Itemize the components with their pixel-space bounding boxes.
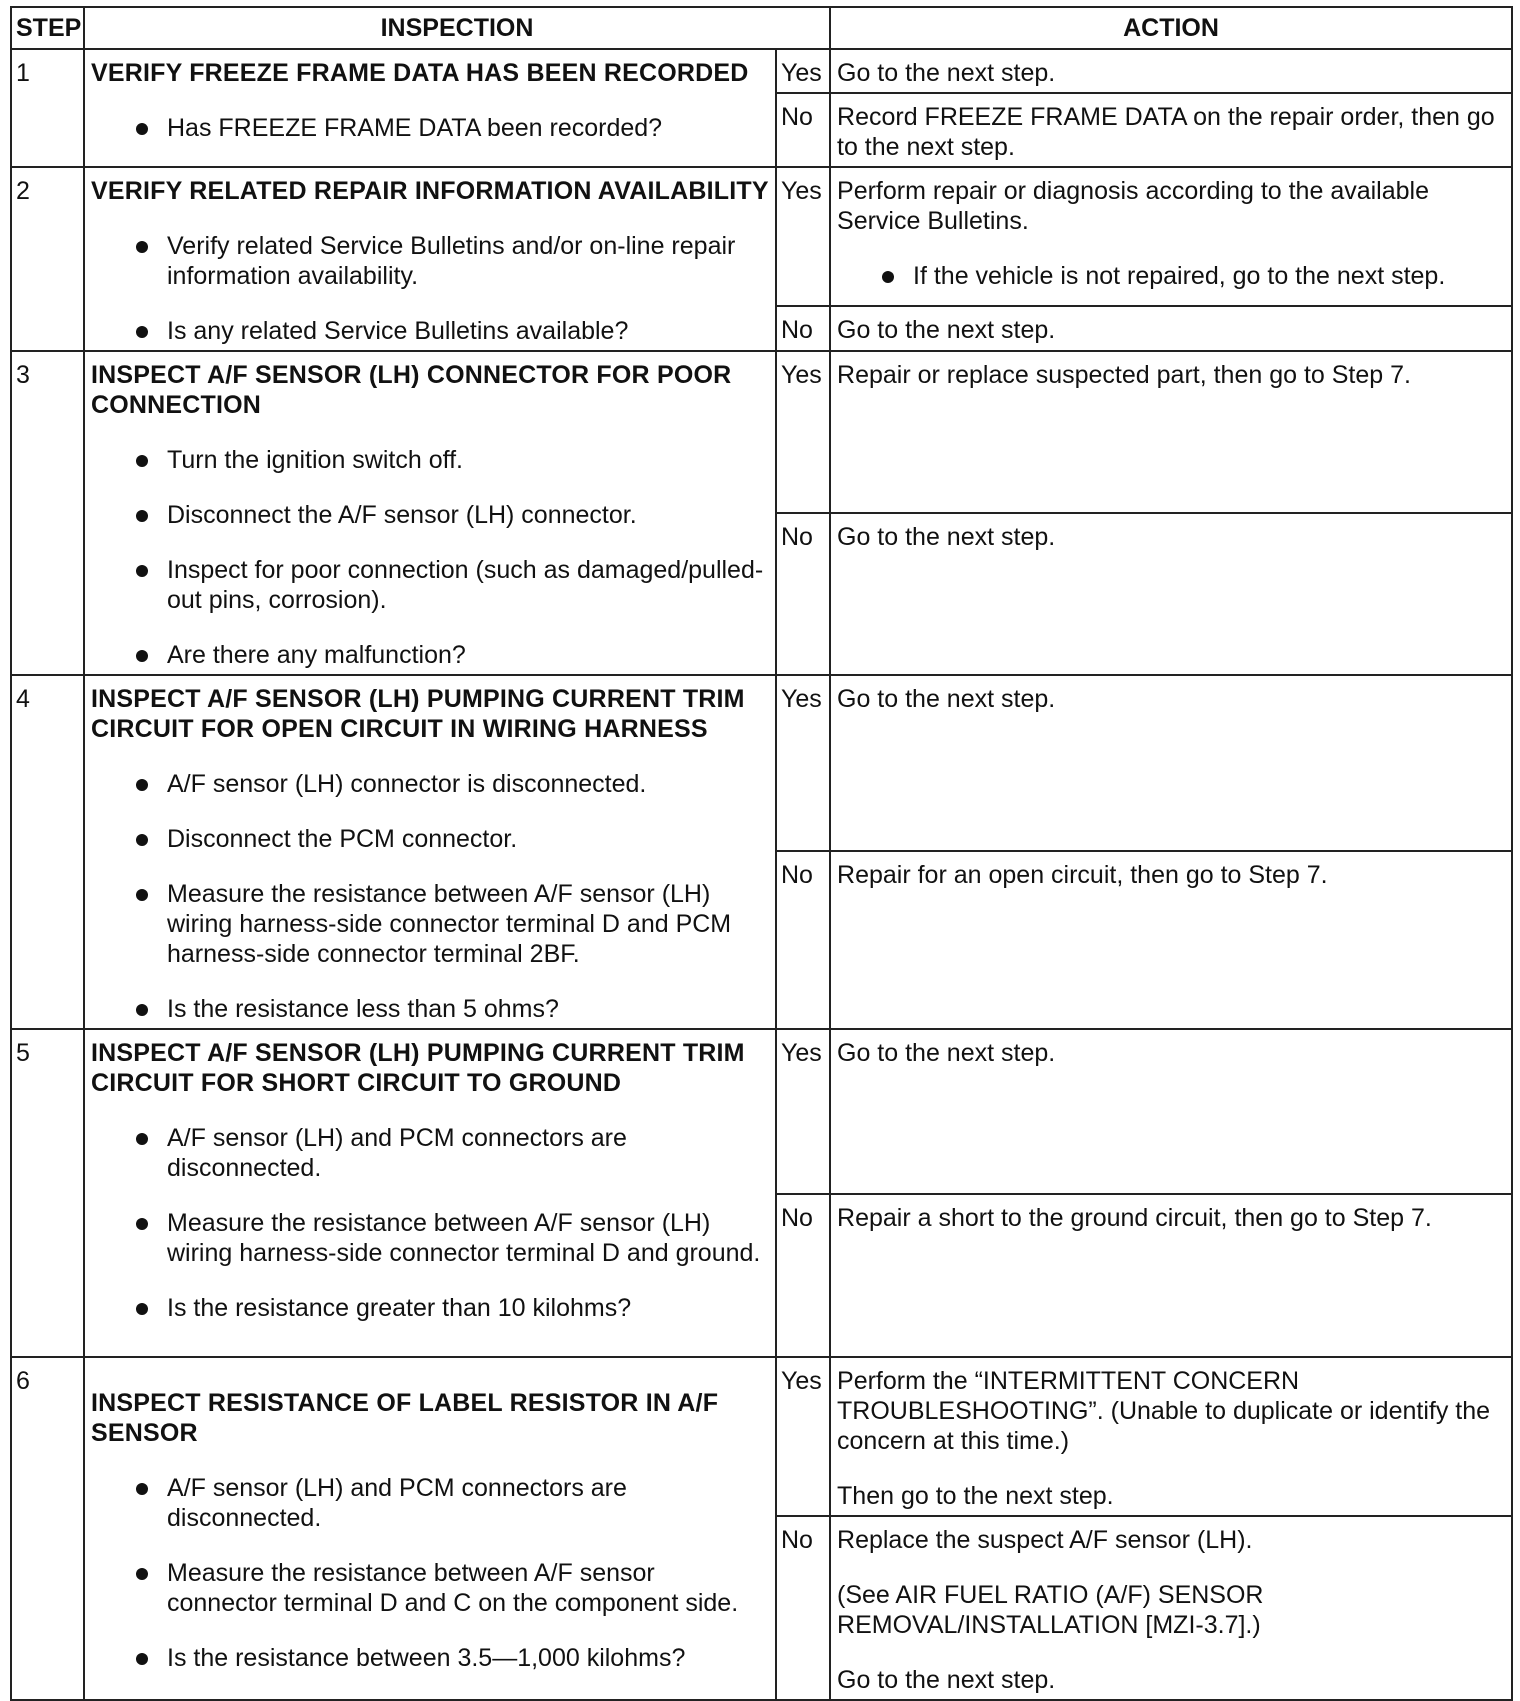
inspection-cell bbox=[84, 1357, 776, 1700]
no-action: Repair for an open circuit, then go to Step 7. bbox=[830, 851, 1512, 1029]
bullet-item: Are there any malfunction? bbox=[91, 640, 769, 670]
yes-action-text-2: Then go to the next step. bbox=[837, 1482, 1114, 1510]
header-inspection: INSPECTION bbox=[84, 7, 830, 49]
no-label: No bbox=[776, 1194, 830, 1357]
bullet-item: Has FREEZE FRAME DATA been recorded? bbox=[91, 113, 769, 143]
inspection-table bbox=[10, 6, 1513, 1701]
action-bullets bbox=[837, 261, 1505, 291]
bullet-item: Measure the resistance between A/F sensor (LH) wiring harness-side connector terminal D and ground. bbox=[91, 1208, 769, 1268]
bullet-item: Verify related Service Bulletins and/or on-line repair information availability. bbox=[91, 231, 769, 291]
no-action: Go to the next step. bbox=[830, 513, 1512, 675]
step-number: 1 bbox=[11, 49, 84, 167]
inspection-cell bbox=[84, 351, 776, 675]
step-number: 5 bbox=[11, 1029, 84, 1357]
no-label: No bbox=[776, 306, 830, 351]
yes-label: Yes bbox=[776, 49, 830, 93]
inspection-title: VERIFY FREEZE FRAME DATA HAS BEEN RECORDED bbox=[91, 59, 749, 87]
yes-action bbox=[830, 1357, 1512, 1516]
step-6-yes-row bbox=[11, 1357, 1512, 1516]
inspection-cell bbox=[84, 49, 776, 167]
step-number: 2 bbox=[11, 167, 84, 351]
header-row bbox=[11, 7, 1512, 49]
yes-action-text: Perform the “INTERMITTENT CONCERN TROUBLESHOOTING”. (Unable to duplicate or identify the concern at this time.) bbox=[837, 1367, 1491, 1455]
inspection-cell bbox=[84, 1029, 776, 1357]
bullet-item: A/F sensor (LH) and PCM connectors are disconnected. bbox=[91, 1123, 769, 1183]
bullet-item: A/F sensor (LH) connector is disconnected. bbox=[91, 769, 769, 799]
step-2-yes-row bbox=[11, 167, 1512, 306]
step-1-yes-row bbox=[11, 49, 1512, 93]
yes-action: Go to the next step. bbox=[830, 675, 1512, 851]
inspection-title: INSPECT A/F SENSOR (LH) CONNECTOR FOR POOR CONNECTION bbox=[91, 361, 732, 419]
step-number: 4 bbox=[11, 675, 84, 1029]
bullet-item: Is the resistance between 3.5—1,000 kilohms? bbox=[91, 1643, 769, 1673]
no-action-text-3: Go to the next step. bbox=[837, 1666, 1056, 1694]
no-action bbox=[830, 1516, 1512, 1700]
yes-action: Go to the next step. bbox=[830, 49, 1512, 93]
yes-label: Yes bbox=[776, 167, 830, 306]
bullet-item: Turn the ignition switch off. bbox=[91, 445, 769, 475]
step-number: 3 bbox=[11, 351, 84, 675]
inspection-cell bbox=[84, 675, 776, 1029]
step-5-yes-row bbox=[11, 1029, 1512, 1194]
action-bullet-item: If the vehicle is not repaired, go to the next step. bbox=[837, 261, 1505, 291]
inspection-title: INSPECT A/F SENSOR (LH) PUMPING CURRENT TRIM CIRCUIT FOR OPEN CIRCUIT IN WIRING HARNESS bbox=[91, 685, 745, 743]
yes-label: Yes bbox=[776, 675, 830, 851]
header-step: STEP bbox=[11, 7, 84, 49]
no-label: No bbox=[776, 1516, 830, 1700]
no-action-text: Replace the suspect A/F sensor (LH). bbox=[837, 1526, 1253, 1554]
inspection-title: INSPECT A/F SENSOR (LH) PUMPING CURRENT TRIM CIRCUIT FOR SHORT CIRCUIT TO GROUND bbox=[91, 1039, 745, 1097]
yes-action: Repair or replace suspected part, then go to Step 7. bbox=[830, 351, 1512, 513]
step-3-yes-row bbox=[11, 351, 1512, 513]
yes-action: Go to the next step. bbox=[830, 1029, 1512, 1194]
yes-action-text: Perform repair or diagnosis according to the available Service Bulletins. bbox=[837, 177, 1429, 235]
no-action: Repair a short to the ground circuit, then go to Step 7. bbox=[830, 1194, 1512, 1357]
inspection-bullets bbox=[91, 113, 769, 143]
inspection-title: VERIFY RELATED REPAIR INFORMATION AVAILABILITY bbox=[91, 177, 769, 205]
bullet-item: Is any related Service Bulletins available? bbox=[91, 316, 769, 346]
no-label: No bbox=[776, 851, 830, 1029]
bullet-item: Disconnect the A/F sensor (LH) connector. bbox=[91, 500, 769, 530]
no-action: Record FREEZE FRAME DATA on the repair order, then go to the next step. bbox=[830, 93, 1512, 167]
inspection-bullets bbox=[91, 445, 769, 670]
bullet-item: Measure the resistance between A/F sensor (LH) wiring harness-side connector terminal D and PCM harness-side connector terminal 2BF. bbox=[91, 879, 769, 969]
inspection-title: INSPECT RESISTANCE OF LABEL RESISTOR IN A/F SENSOR bbox=[91, 1389, 719, 1447]
bullet-item: Measure the resistance between A/F sensor connector terminal D and C on the component side. bbox=[91, 1558, 769, 1618]
inspection-bullets bbox=[91, 769, 769, 1024]
yes-label: Yes bbox=[776, 1029, 830, 1194]
no-action: Go to the next step. bbox=[830, 306, 1512, 351]
inspection-bullets bbox=[91, 1123, 769, 1323]
inspection-bullets bbox=[91, 231, 769, 346]
step-4-yes-row bbox=[11, 675, 1512, 851]
yes-label: Yes bbox=[776, 1357, 830, 1516]
yes-action bbox=[830, 167, 1512, 306]
inspection-cell bbox=[84, 167, 776, 351]
bullet-item: Is the resistance less than 5 ohms? bbox=[91, 994, 769, 1024]
bullet-item: Is the resistance greater than 10 kilohms? bbox=[91, 1293, 769, 1323]
bullet-item: Inspect for poor connection (such as damaged/pulled-out pins, corrosion). bbox=[91, 555, 769, 615]
step-number: 6 bbox=[11, 1357, 84, 1700]
inspection-bullets bbox=[91, 1473, 769, 1673]
no-action-text-2: (See AIR FUEL RATIO (A/F) SENSOR REMOVAL/INSTALLATION [MZI-3.7].) bbox=[837, 1581, 1264, 1639]
no-label: No bbox=[776, 513, 830, 675]
bullet-item: Disconnect the PCM connector. bbox=[91, 824, 769, 854]
header-action: ACTION bbox=[830, 7, 1512, 49]
yes-label: Yes bbox=[776, 351, 830, 513]
no-label: No bbox=[776, 93, 830, 167]
bullet-item: A/F sensor (LH) and PCM connectors are disconnected. bbox=[91, 1473, 769, 1533]
